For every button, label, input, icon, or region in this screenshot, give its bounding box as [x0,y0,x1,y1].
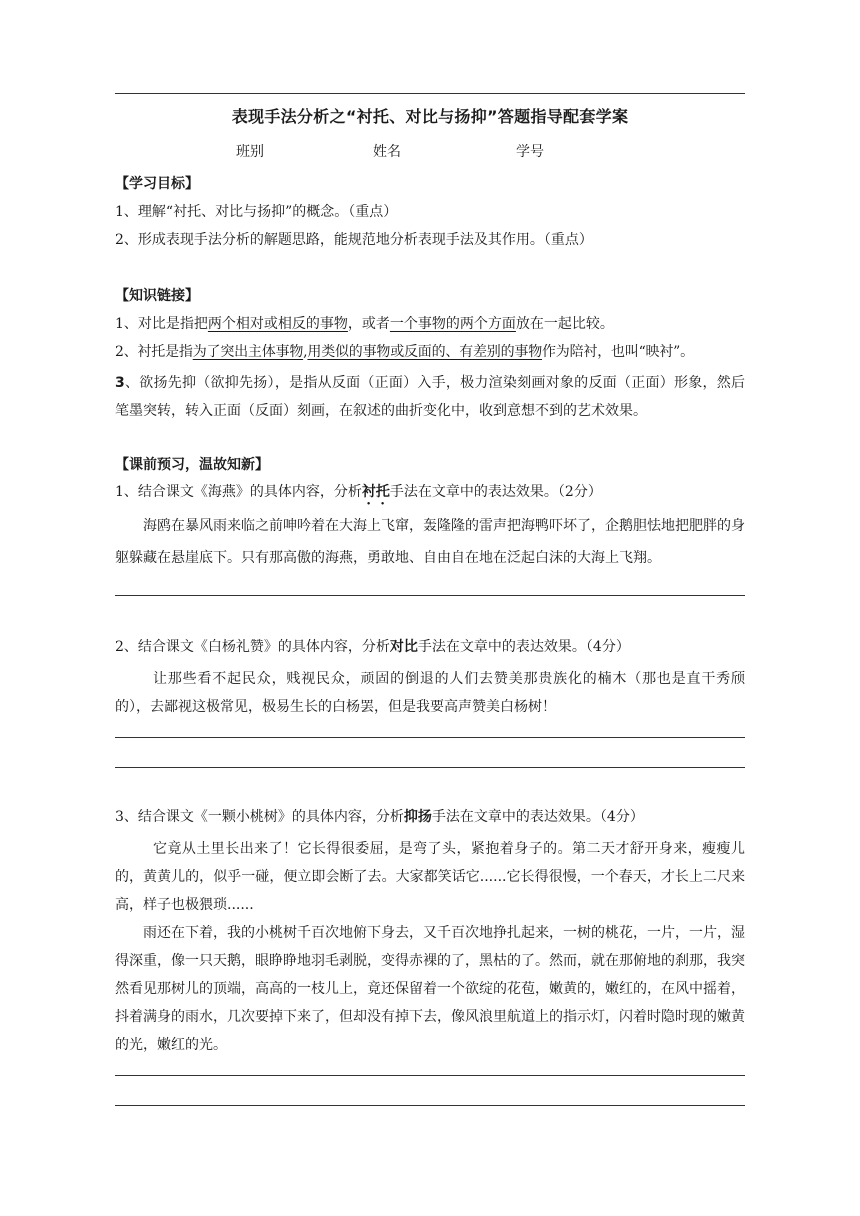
question-2: 2、结合课文《白杨礼赞》的具体内容，分析对比手法在文章中的表达效果。（4分） [115,639,630,655]
page-title: 表现手法分析之“衬托、对比与扬抑”答题指导配套学案 [231,107,629,126]
passage-2: 让那些看不起民众，贱视民众，顽固的倒退的人们去赞美那贵族化的楠木（那也是直干秀颀的），去鄙视这极常见，极易生长的白杨罢，但是我要高声赞美白杨树！ [115,671,745,715]
key-term: 对比 [389,639,418,655]
knowledge-item-foil: 2、衬托是指为了突出主体事物,用类似的事物或反面的、有差别的事物作为陪衬，也叫“映衬”。 [115,344,694,360]
underlined-term: 两个相对或相反的事物 [207,316,348,332]
answer-line[interactable] [115,1105,745,1106]
question-1: 1、结合课文《海燕》的具体内容，分析衬托手法在文章中的表达效果。（2分） [115,484,602,500]
key-term: 抑扬 [403,809,432,825]
goal-item-1: 1、理解“衬托、对比与扬抑”的概念。（重点） [115,204,398,220]
answer-line[interactable] [115,595,745,596]
knowledge-heading: 【知识链接】 [115,288,199,304]
knowledge-item-contrast: 1、对比是指把两个相对或相反的事物，或者一个事物的两个方面放在一起比较。 [115,316,614,332]
passage-3-part-2: 雨还在下着，我的小桃树千百次地俯下身去，又千百次地挣扎起来，一树的桃花，一片，一片，湿得深重，像一只天鹅，眼睁睁地羽毛剥脱，变得赤裸的了，黑枯的了。然而，就在那俯地的刹那，我突然看见那树儿的顶端，高高的一枝儿上，竟还保留着一个欲绽的花苞，嫩黄的，嫩红的，在风中摇着，抖着满身的雨水，几次要掉下来了，但却没有掉下去，像风浪里航道上的指示灯，闪着时隐时现的嫩黄的光，嫩红的光。 [115,925,745,1053]
underlined-term: 一个事物的两个方面 [389,316,516,332]
name-label: 姓名 [373,144,401,160]
question-3: 3、结合课文《一颗小桃树》的具体内容，分析抑扬手法在文章中的表达效果。（4分） [115,809,644,825]
goals-heading: 【学习目标】 [115,176,199,192]
underlined-term: 为了突出主体事物 [192,344,304,360]
knowledge-item-restraint: 3、欲扬先抑（欲抑先扬），是指从反面（正面）入手，极力渲染刻画对象的反面（正面）形象，然后笔墨突转，转入正面（反面）刻画，在叙述的曲折变化中，收到意想不到的艺术效果。 [115,375,745,419]
answer-line[interactable] [115,1075,745,1076]
student-id-label: 学号 [516,144,544,160]
preview-heading: 【课前预习，温故知新】 [115,457,269,473]
passage-3-part-1: 它竟从土里长出来了！它长得很委屈，是弯了头，紧抱着身子的。第二天才舒开身来，瘦瘦儿的，黄黄儿的，似乎一碰，便立即会断了去。大家都笑话它......它长得很慢，一个春天，才长上二尺来高，样子也极猥琐...... [115,841,745,913]
passage-1: 海鸥在暴风雨来临之前呻吟着在大海上飞窜，轰隆隆的雷声把海鸭吓坏了，企鹅胆怯地把肥胖的身躯躲藏在悬崖底下。只有那高傲的海燕，勇敢地、自由自在地在泛起白沫的大海上飞翔。 [115,518,745,566]
class-label: 班别 [236,144,264,160]
answer-line[interactable] [115,767,745,768]
underlined-term: 用类似的事物或反面的、有差别的事物 [307,344,542,360]
key-term: 衬托 [361,484,390,500]
goal-item-2: 2、形成表现手法分析的解题思路，能规范地分析表现手法及其作用。（重点） [115,232,593,248]
header-rule [115,93,745,94]
answer-line[interactable] [115,737,745,738]
